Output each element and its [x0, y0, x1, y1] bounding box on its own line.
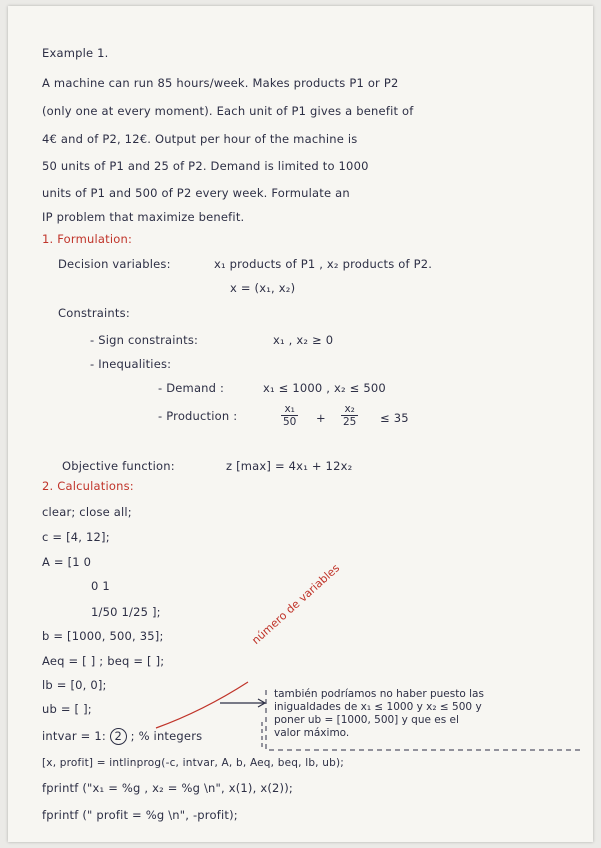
inequalities-label: - Inequalities:	[90, 357, 172, 371]
fraction-1-denominator: 50	[283, 416, 297, 428]
side-note-line-3: poner ub = [1000, 500] y que es el	[274, 714, 459, 726]
production-label: - Production :	[158, 409, 238, 423]
code-line-fprintf-x: fprintf ("x₁ = %g , x₂ = %g \n", x(1), x(2));	[42, 781, 293, 795]
objective-expr: z [max] = 4x₁ + 12x₂	[226, 459, 353, 473]
red-pointer-line	[156, 682, 248, 728]
problem-line-4: 50 units of P1 and 25 of P2. Demand is limited to 1000	[42, 159, 369, 173]
code-line-lb: lb = [0, 0];	[42, 678, 107, 692]
code-line-a-row2: 0 1	[91, 579, 110, 593]
fraction-1-numerator: x₁	[281, 403, 298, 416]
sign-constraints-label: - Sign constraints:	[90, 333, 199, 347]
code-line-ub: ub = [ ];	[42, 702, 92, 716]
code-line-intlinprog: [x, profit] = intlinprog(-c, intvar, A, b, Aeq, beq, lb, ub);	[42, 757, 345, 769]
problem-line-3: 4€ and of P2, 12€. Output per hour of the machine is	[42, 132, 358, 146]
code-line-c: c = [4, 12];	[42, 530, 110, 544]
note-dashed-border	[266, 690, 583, 750]
fraction-2-numerator: x₂	[341, 403, 358, 416]
production-rhs: ≤ 35	[380, 411, 409, 425]
variable-vector: x = (x₁, x₂)	[230, 281, 296, 295]
intvar-prefix: intvar = 1:	[42, 729, 106, 743]
red-annotation-variable-count: número de variables	[249, 561, 343, 647]
code-line-clear: clear; close all;	[42, 505, 132, 519]
code-line-a-row3: 1/50 1/25 ];	[91, 605, 161, 619]
problem-line-1: A machine can run 85 hours/week. Makes products P1 or P2	[42, 76, 399, 90]
sign-constraints-expr: x₁ , x₂ ≥ 0	[273, 333, 334, 347]
demand-expr: x₁ ≤ 1000 , x₂ ≤ 500	[263, 381, 386, 395]
side-note-line-2: inigualdades de x₁ ≤ 1000 y x₂ ≤ 500 y	[274, 701, 482, 713]
production-plus: +	[316, 411, 326, 425]
decision-text: x₁ products of P1 , x₂ products of P2.	[214, 257, 433, 271]
calculations-heading: 2. Calculations:	[42, 479, 134, 493]
notebook-page	[8, 6, 593, 842]
annotation-strokes	[8, 6, 593, 842]
code-line-b: b = [1000, 500, 35];	[42, 629, 164, 643]
side-note-line-4: valor máximo.	[274, 727, 350, 739]
objective-label: Objective function:	[62, 459, 175, 473]
formulation-heading: 1. Formulation:	[42, 232, 133, 246]
code-line-aeq: Aeq = [ ] ; beq = [ ];	[42, 654, 165, 668]
problem-line-2: (only one at every moment). Each unit of P1 gives a benefit of	[42, 104, 414, 118]
example-title: Example 1.	[42, 46, 109, 60]
problem-line-5: units of P1 and 500 of P2 every week. Formulate an	[42, 186, 350, 200]
fraction-2-denominator: 25	[343, 416, 357, 428]
decision-label: Decision variables:	[58, 257, 171, 271]
side-note-line-1: también podríamos no haber puesto las	[274, 688, 484, 700]
constraints-label: Constraints:	[58, 306, 130, 320]
circled-variable-count: 2	[110, 728, 127, 745]
demand-label: - Demand :	[158, 381, 225, 395]
problem-line-6: IP problem that maximize benefit.	[42, 210, 245, 224]
code-line-a-row1: A = [1 0	[42, 555, 92, 569]
intvar-comment: ; % integers	[130, 729, 203, 743]
code-line-fprintf-profit: fprintf (" profit = %g \n", -profit);	[42, 808, 238, 822]
